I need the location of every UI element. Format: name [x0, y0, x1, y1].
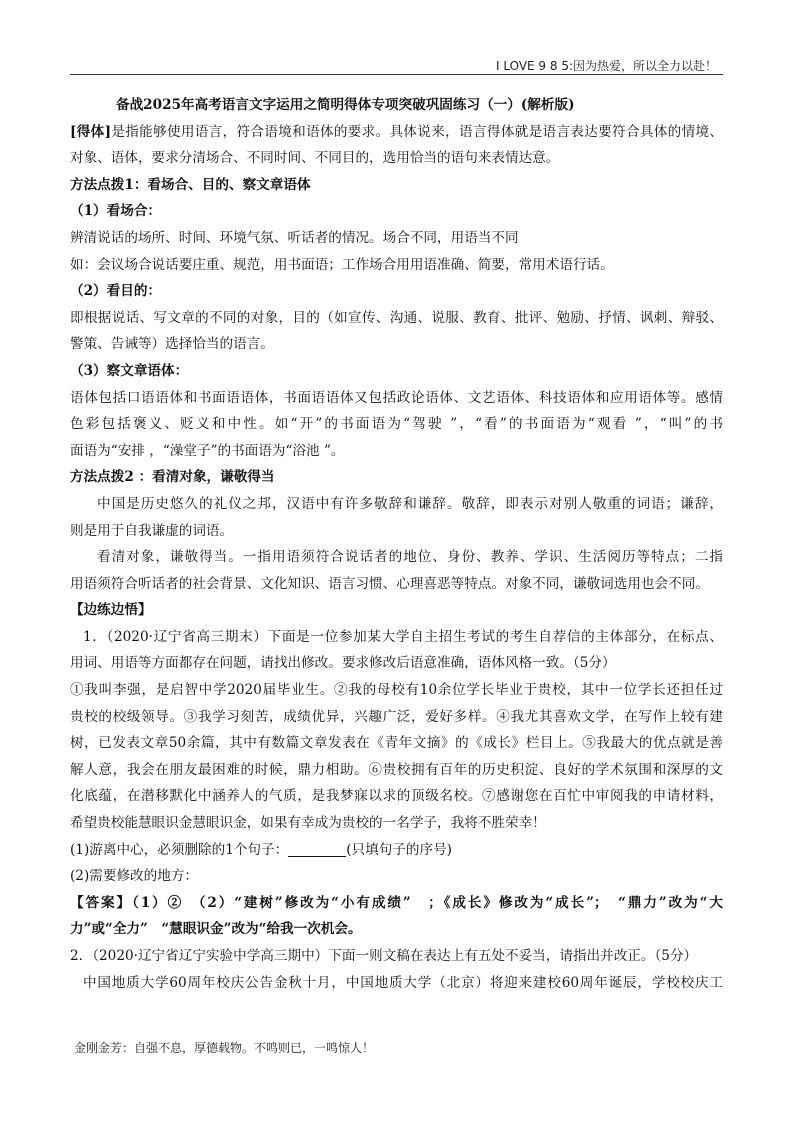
method1-s2-line-1: 即根据说话、写文章的不同的对象，目的（如宣传、沟通、说服、教育、批评、勉励、抒情、讽刺、辩驳、	[70, 309, 723, 326]
q1-passage-1: ①我叫李强，是启智中学2020届毕业生。②我的母校有10余位学长毕业于贵校，其中一位学长还担任过	[70, 682, 723, 699]
header-motto: I LOVE 9 8 5:因为热爱，所以全力以赴！	[495, 59, 717, 73]
method1-s2-heading: （2）看目的：	[70, 283, 162, 300]
q1-answer-line-1: 【答案】（1）② （2）“建树”修改为“小有成绩” ；《成长》修改为“成长”； “鼎力”改为“大	[70, 894, 723, 911]
method1-s1-line-1: 辨清说话的场所、时间、环境气氛、听话者的情况。场合不同，用语当不同	[70, 229, 519, 246]
method1-s3-heading: （3）察文章语体：	[70, 362, 189, 379]
footer-motto: 金刚金芳：自强不息，厚德载物。不鸣则已，一鸣惊人！	[74, 1041, 375, 1055]
method2-p2-line-1: 看清对象，谦敬得当。一指用语须符合说话者的地位、身份、教养、学识、生活阅历等特点；二指	[97, 549, 723, 566]
q1-sub1	[70, 837, 723, 864]
page-title: 备战2025年高考语言文字运用之简明得体专项突破巩固练习（一）(解析版)	[116, 97, 575, 113]
intro-text: 是指能够使用语言，符合语境和语体的要求。具体说来，语言得体就是语言表达要符合具体的情境、	[111, 123, 723, 140]
method2-p2-line-2: 用语须符合听话者的社会背景、文化知识、语言习惯、心理喜恶等特点。对象不同，谦敬词选用也会不同。	[70, 575, 709, 592]
q1-passage-4: 解人意，我会在朋友最困难的时候，鼎力相助。⑥贵校拥有百年的历史积淀、良好的学术氛围和深厚的文	[70, 761, 723, 778]
method2-p1-line-2: 则是用于自我谦虚的词语。	[70, 522, 234, 539]
q1-sub1-note: (只填句子的序号)	[346, 841, 452, 858]
header-divider	[70, 74, 723, 75]
q1-passage-5: 化底蕴，在潜移默化中涵养人的气质，是我梦寐以求的顶级名校。⑦感谢您在百忙中审阅我的申请材料，	[70, 788, 723, 805]
q1-line-2: 用词、用语等方面都存在问题，请找出修改。要求修改后语意准确，语体风格一致。（5分）	[70, 655, 616, 672]
practice-heading: 【边练边悟】	[70, 602, 152, 619]
q1-answer-line-2: 力”或“全力” “慧眼识金”改为“给我一次机会。	[70, 921, 362, 938]
q1-passage-6: 希望贵校能慧眼识金慧眼识金，如果有幸成为贵校的一名学子，我将不胜荣幸！	[70, 815, 546, 832]
q1-sub1-prompt: (1)游离中心，必须删除的1个句子：	[70, 841, 289, 858]
intro-line-2: 对象、语体，要求分清场合、不同时间、不同目的，选用恰当的语句来表情达意。	[70, 150, 560, 167]
method1-s3-line-3: 面语为“安排 ，“澡堂子”的书面语为“浴池 ”。	[70, 442, 345, 459]
q1-passage-3: 树，已发表文章50余篇，其中有数篇文章发表在《青年文摘》的《成长》栏目上。⑤我最大的优点就是善	[70, 735, 723, 752]
q1-sub2: (2)需要修改的地方：	[70, 868, 199, 885]
q2-line-2: 中国地质大学60周年校庆公告金秋十月，中国地质大学（北京）将迎来建校60周年诞辰，学校校庆工	[83, 974, 723, 991]
method1-heading: 方法点拨1：看场合、目的、察文章语体	[70, 176, 311, 193]
intro-term: [得体]	[70, 123, 111, 140]
answer-blank	[288, 842, 346, 857]
method1-s3-line-2: 色彩包括褒义、贬义和中性。如“开”的书面语为“驾驶 ”，“看”的书面语为“观看 ”，“叫”的书	[70, 416, 723, 433]
intro-line-1	[70, 119, 723, 146]
method1-s1-line-2: 如：会议场合说话要庄重、规范，用书面语；工作场合用用语准确、简要，常用术语行话。	[70, 256, 614, 273]
q1-line-1: 1．（2020·辽宁省高三期末）下面是一位参加某大学自主招生考试的考生自荐信的主体部分，在标点、	[83, 628, 723, 645]
method2-p1-line-1: 中国是历史悠久的礼仪之邦，汉语中有许多敬辞和谦辞。敬辞，即表示对别人敬重的词语；谦辞，	[97, 495, 723, 512]
q2-line-1: 2．（2020·辽宁省辽宁实验中学高三期中）下面一则文稿在表达上有五处不妥当，请指出并改正。（5分）	[70, 948, 698, 964]
method2-heading: 方法点拨2 ：看清对象，谦敬得当	[70, 469, 275, 486]
document-body	[70, 92, 723, 996]
method1-s3-line-1: 语体包括口语语体和书面语语体，书面语语体又包括政论语体、文艺语体、科技语体和应用语体等。感情	[70, 389, 723, 406]
method1-s2-line-2: 警策、告诫等）选择恰当的语言。	[70, 336, 274, 353]
q1-passage-2: 贵校的校级领导。③我学习刻苦，成绩优异，兴趣广泛，爱好多样。④我尤其喜欢文学，在写作上较有建	[70, 708, 723, 725]
method1-s1-heading: （1）看场合：	[70, 203, 162, 220]
